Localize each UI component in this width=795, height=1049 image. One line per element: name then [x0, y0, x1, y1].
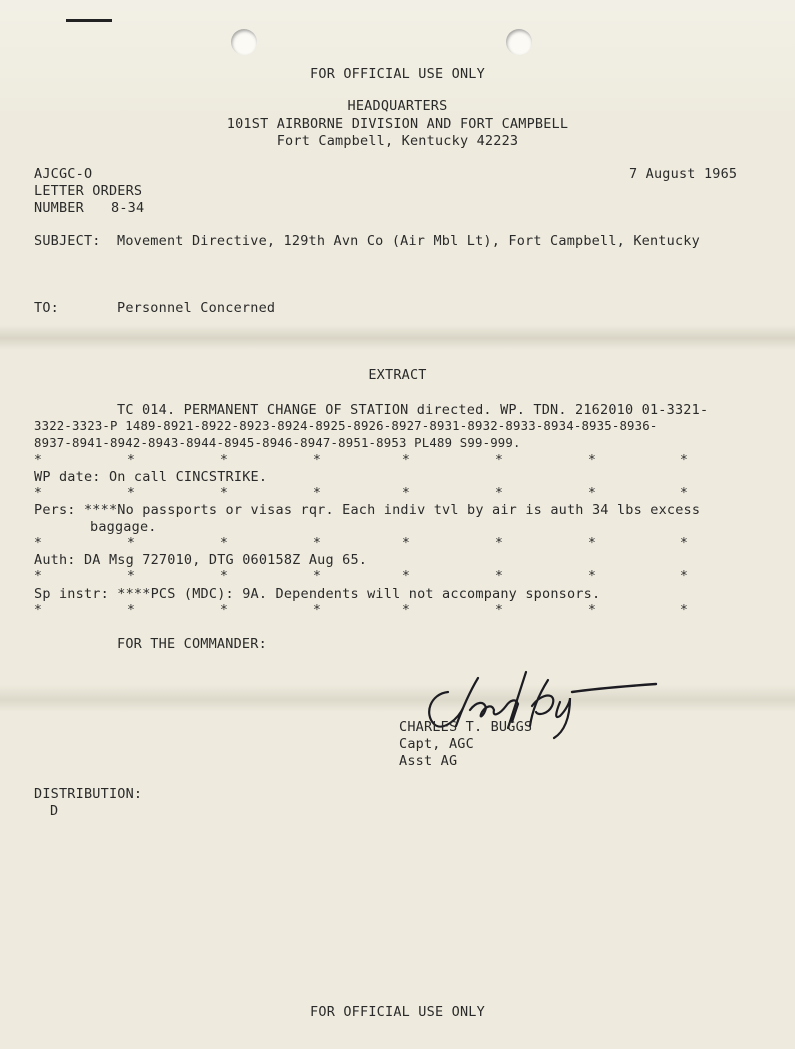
star: * — [402, 453, 410, 468]
star: * — [220, 536, 228, 551]
star: * — [34, 569, 42, 584]
subject-label: SUBJECT: — [34, 233, 101, 249]
to-text: Personnel Concerned — [117, 300, 276, 316]
order-date: 7 August 1965 — [629, 166, 738, 182]
punch-hole-right — [506, 29, 532, 55]
extract-label: EXTRACT — [368, 367, 427, 383]
star: * — [495, 453, 503, 468]
orders-number-label: NUMBER — [34, 200, 84, 216]
sp-instr-line: Sp instr: ****PCS (MDC): 9A. Dependents will not accompany sponsors. — [34, 586, 601, 602]
star: * — [220, 453, 228, 468]
star: * — [127, 569, 135, 584]
star: * — [402, 536, 410, 551]
orders-number-value: 8-34 — [111, 200, 145, 216]
office-code: AJCGC-O — [34, 166, 93, 182]
star: * — [680, 536, 688, 551]
star: * — [495, 486, 503, 501]
star: * — [34, 536, 42, 551]
star: * — [402, 486, 410, 501]
star: * — [127, 453, 135, 468]
star-row-2 — [34, 486, 734, 501]
star-row-3 — [34, 536, 734, 551]
signer-title: Asst AG — [399, 753, 458, 769]
distribution-value: D — [50, 803, 59, 819]
star: * — [34, 486, 42, 501]
star: * — [495, 536, 503, 551]
star: * — [588, 453, 596, 468]
star: * — [680, 486, 688, 501]
star: * — [34, 453, 42, 468]
pers-line-2: baggage. — [90, 519, 157, 535]
star: * — [220, 603, 228, 618]
subject-text: Movement Directive, 129th Avn Co (Air Mbl Lt), Fort Campbell, Kentucky — [117, 233, 700, 249]
orders-type: LETTER ORDERS — [34, 183, 143, 199]
star: * — [313, 569, 321, 584]
classification-top: FOR OFFICIAL USE ONLY — [310, 66, 485, 82]
star: * — [34, 603, 42, 618]
star: * — [588, 536, 596, 551]
tc-line-2: 3322-3323-P 1489-8921-8922-8923-8924-8925-8926-8927-8931-8932-8933-8934-8935-8936- — [34, 419, 658, 433]
signer-rank: Capt, AGC — [399, 736, 474, 752]
star: * — [402, 569, 410, 584]
star: * — [588, 569, 596, 584]
distribution-label: DISTRIBUTION: — [34, 786, 143, 802]
star: * — [313, 486, 321, 501]
star: * — [495, 603, 503, 618]
star: * — [220, 486, 228, 501]
star: * — [402, 603, 410, 618]
star: * — [588, 603, 596, 618]
org-headquarters: HEADQUARTERS — [347, 98, 448, 114]
star: * — [313, 603, 321, 618]
star: * — [127, 536, 135, 551]
org-division: 101ST AIRBORNE DIVISION AND FORT CAMPBELL — [226, 116, 569, 132]
star: * — [680, 603, 688, 618]
star-row-1 — [34, 453, 734, 468]
classification-bottom: FOR OFFICIAL USE ONLY — [310, 1004, 485, 1020]
signer-name: CHARLES T. BUGGS — [399, 719, 533, 735]
pers-line-1: Pers: ****No passports or visas rqr. Each indiv tvl by air is auth 34 lbs excess — [34, 502, 701, 518]
star: * — [680, 453, 688, 468]
for-the-commander: FOR THE COMMANDER: — [117, 636, 267, 652]
ink-mark — [66, 19, 112, 22]
star: * — [127, 603, 135, 618]
wp-date: WP date: On call CINCSTRIKE. — [34, 469, 268, 485]
star: * — [588, 486, 596, 501]
to-label: TO: — [34, 300, 59, 316]
punch-hole-left — [231, 29, 257, 55]
org-location: Fort Campbell, Kentucky 42223 — [276, 133, 519, 149]
star: * — [495, 569, 503, 584]
star-row-4 — [34, 569, 734, 584]
tc-line-3: 8937-8941-8942-8943-8944-8945-8946-8947-8951-8953 PL489 S99-999. — [34, 436, 521, 450]
star: * — [127, 486, 135, 501]
tc-line-1: TC 014. PERMANENT CHANGE OF STATION directed. WP. TDN. 2162010 01-3321- — [117, 402, 709, 418]
star: * — [220, 569, 228, 584]
auth-line: Auth: DA Msg 727010, DTG 060158Z Aug 65. — [34, 552, 368, 568]
star: * — [313, 536, 321, 551]
star: * — [680, 569, 688, 584]
star: * — [313, 453, 321, 468]
star-row-5 — [34, 603, 734, 618]
